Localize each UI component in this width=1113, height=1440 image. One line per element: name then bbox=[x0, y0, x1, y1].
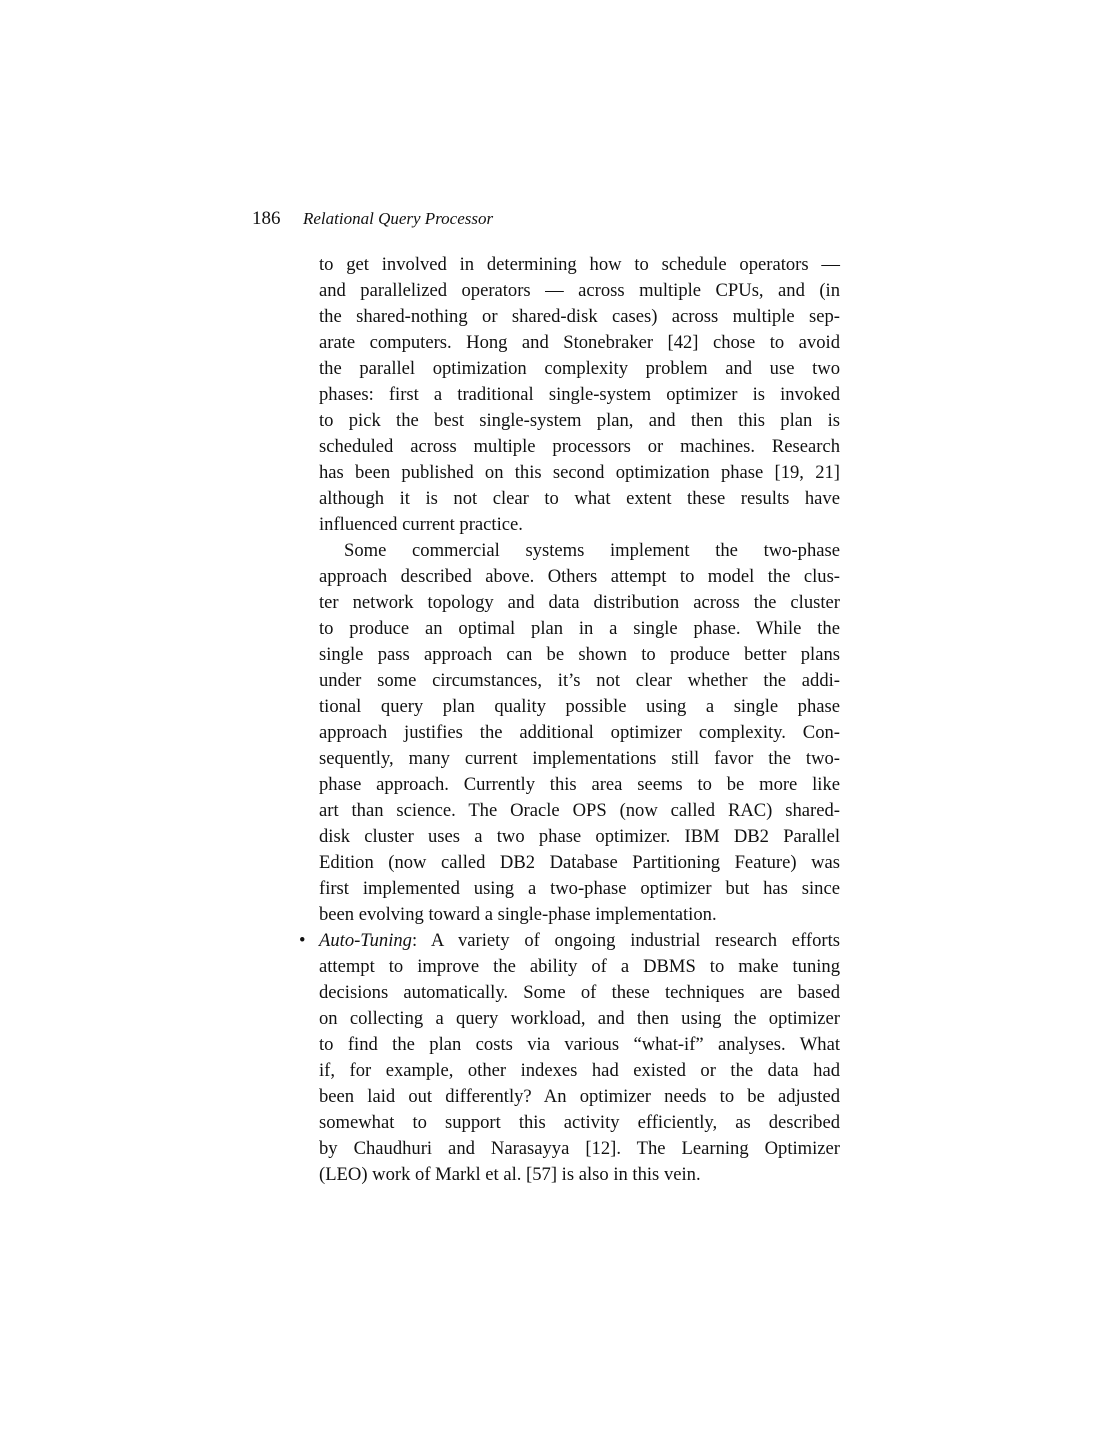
text-line: to get involved in determining how to schedule operators — bbox=[319, 254, 840, 275]
text-line: attempt to improve the ability of a DBMS to make tuning bbox=[319, 956, 840, 977]
text-line: single pass approach can be shown to produce better plans bbox=[319, 644, 840, 665]
text-line: tional query plan quality possible using a single phase bbox=[319, 696, 840, 717]
text-line: to pick the best single-system plan, and then this plan is bbox=[319, 410, 840, 431]
text-line: under some circumstances, it’s not clear whether the addi- bbox=[319, 670, 840, 691]
text-line: on collecting a query workload, and then using the optimizer bbox=[319, 1008, 840, 1029]
text-line: the parallel optimization complexity problem and use two bbox=[319, 358, 840, 379]
text-line: Some commercial systems implement the two-phase bbox=[344, 540, 840, 561]
text-line: if, for example, other indexes had existed or the data had bbox=[319, 1060, 840, 1081]
text-line: approach described above. Others attempt to model the clus- bbox=[319, 566, 840, 587]
page-number: 186 bbox=[252, 208, 281, 229]
text-line: to produce an optimal plan in a single phase. While the bbox=[319, 618, 840, 639]
line-text: : A variety of ongoing industrial research efforts bbox=[411, 930, 840, 951]
text-line: by Chaudhuri and Narasayya [12]. The Learning Optimizer bbox=[319, 1138, 840, 1159]
bullet-term: Auto-Tuning bbox=[319, 930, 412, 951]
text-line: the shared-nothing or shared-disk cases) across multiple sep- bbox=[319, 306, 840, 327]
text-line: arate computers. Hong and Stonebraker [42] chose to avoid bbox=[319, 332, 840, 353]
text-line: decisions automatically. Some of these techniques are based bbox=[319, 982, 840, 1003]
text-line: phases: first a traditional single-system optimizer is invoked bbox=[319, 384, 840, 405]
text-line: been evolving toward a single-phase implementation. bbox=[319, 904, 717, 925]
text-line: and parallelized operators — across multiple CPUs, and (in bbox=[319, 280, 840, 301]
running-title: Relational Query Processor bbox=[303, 209, 494, 228]
text-line: been laid out differently? An optimizer needs to be adjusted bbox=[319, 1086, 840, 1107]
text-line: phase approach. Currently this area seems to be more like bbox=[319, 774, 840, 795]
text-line: although it is not clear to what extent these results have bbox=[319, 488, 840, 509]
text-line: sequently, many current implementations still favor the two- bbox=[319, 748, 840, 769]
text-line: to find the plan costs via various “what-if” analyses. What bbox=[319, 1034, 840, 1055]
text-line: approach justifies the additional optimizer complexity. Con- bbox=[319, 722, 840, 743]
text-line: (LEO) work of Markl et al. [57] is also in this vein. bbox=[319, 1164, 701, 1185]
text-line: art than science. The Oracle OPS (now called RAC) shared- bbox=[319, 800, 840, 821]
text-line: first implemented using a two-phase optimizer but has since bbox=[319, 878, 840, 899]
text-line bbox=[299, 928, 840, 954]
text-line: ter network topology and data distribution across the cluster bbox=[319, 592, 840, 613]
text-line: has been published on this second optimization phase [19, 21] bbox=[319, 462, 840, 483]
bullet-icon: • bbox=[299, 930, 306, 951]
text-line: somewhat to support this activity efficiently, as described bbox=[319, 1112, 840, 1133]
text-line: disk cluster uses a two phase optimizer. IBM DB2 Parallel bbox=[319, 826, 840, 847]
text-line: Edition (now called DB2 Database Partitioning Feature) was bbox=[319, 852, 840, 873]
text-line: influenced current practice. bbox=[319, 514, 523, 535]
text-line: scheduled across multiple processors or machines. Research bbox=[319, 436, 840, 457]
body-text bbox=[299, 252, 840, 1188]
